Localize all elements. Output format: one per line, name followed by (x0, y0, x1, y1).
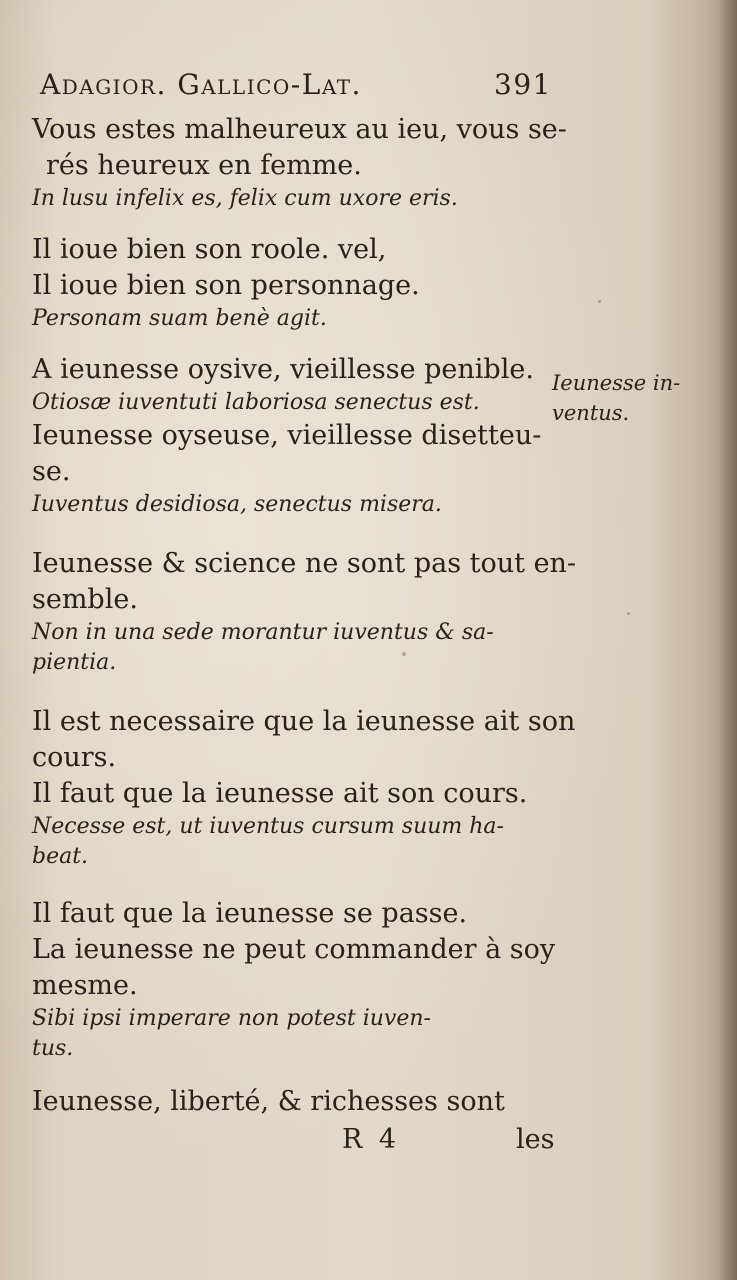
french-line: Ieunesse, liberté, & richesses sont (32, 1086, 505, 1117)
french-line: Il faut que la ieunesse ait son cours. (32, 778, 528, 809)
page-footer (0, 1124, 737, 1164)
french-line: Il ioue bien son personnage. (32, 270, 420, 301)
margin-note-line: ventus. (552, 401, 630, 425)
latin-line: Non in una sede morantur iuventus & sa- (32, 620, 494, 645)
running-header (40, 68, 552, 108)
french-line: rés heureux en femme. (46, 150, 362, 181)
margin-note-line: Ieunesse in- (552, 371, 681, 395)
french-line: Ieunesse oyseuse, vieillesse disetteu- (32, 420, 542, 451)
signature-mark: R 4 (342, 1124, 401, 1155)
latin-line: pientia. (32, 650, 117, 675)
french-line: semble. (32, 584, 138, 615)
page-number: 391 (494, 68, 552, 101)
latin-line: Personam suam benè agit. (32, 306, 327, 331)
margin-note (552, 368, 712, 428)
latin-line: beat. (32, 844, 89, 869)
proverb-entry (32, 546, 577, 678)
french-line: A ieunesse oysive, vieillesse penible. (32, 354, 534, 385)
proverb-entry (32, 896, 557, 1064)
french-line: Vous estes malheureux au ieu, vous se- (32, 114, 567, 145)
latin-line: Otiosæ iuventuti laboriosa senectus est. (32, 390, 480, 415)
proverb-entry (32, 704, 576, 872)
proverb-entry (32, 112, 567, 214)
latin-line: Necesse est, ut iuventus cursum suum ha- (32, 814, 504, 839)
latin-line: tus. (32, 1036, 74, 1061)
french-line: se. (32, 456, 71, 487)
page-edge-shadow (719, 0, 737, 1280)
french-line: Il est necessaire que la ieunesse ait son (32, 706, 576, 737)
latin-line: Sibi ipsi imperare non potest iuven- (32, 1006, 431, 1031)
paper-speck (598, 300, 601, 303)
french-line: Il ioue bien son roole. vel, (32, 234, 387, 265)
french-line: cours. (32, 742, 117, 773)
catchword: les (516, 1124, 555, 1155)
proverb-entry (32, 1084, 557, 1120)
french-line: Ieunesse & science ne sont pas tout en- (32, 548, 577, 579)
proverb-entry (32, 232, 557, 334)
french-line: Il faut que la ieunesse se passe. (32, 898, 468, 929)
proverb-entry (32, 418, 557, 520)
french-line: La ieunesse ne peut commander à soy (32, 934, 556, 965)
paper-speck (627, 612, 630, 615)
latin-line: In lusu infelix es, felix cum uxore eris. (32, 186, 458, 211)
french-line: mesme. (32, 970, 138, 1001)
running-title: Adagior. Gallico-Lat. (40, 68, 362, 101)
proverb-entry (32, 352, 557, 418)
latin-line: Iuventus desidiosa, senectus misera. (32, 492, 442, 517)
